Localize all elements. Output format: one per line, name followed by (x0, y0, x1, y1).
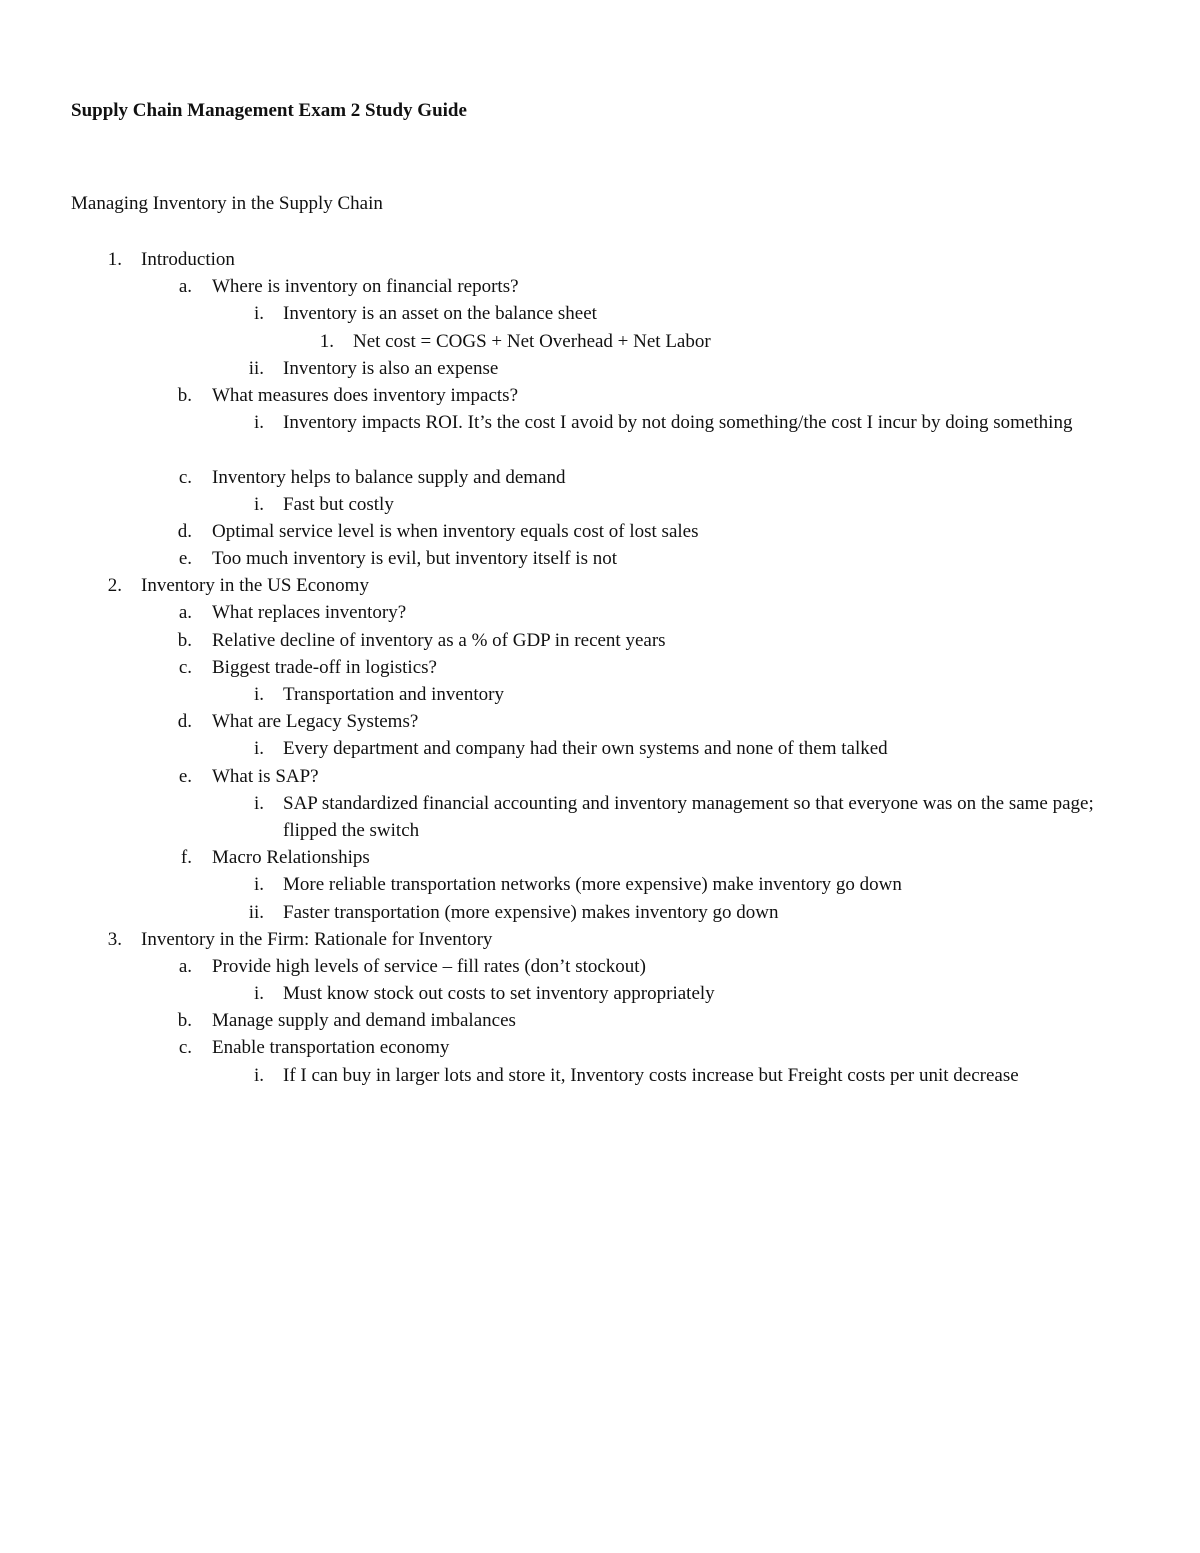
outline-item (0, 409, 1200, 463)
outline-item-marker: 2. (107, 575, 122, 597)
outline-item (0, 681, 1200, 708)
outline-item-marker: e. (178, 765, 192, 787)
outline-item-marker: i. (253, 493, 264, 515)
outline-item (0, 627, 1200, 654)
outline-item (0, 382, 1200, 409)
outline-item-marker: c. (178, 1037, 192, 1059)
outline-item-text: Inventory in the US Economy (141, 575, 369, 597)
outline-item-marker: a. (178, 602, 192, 624)
outline-item-marker: i. (253, 684, 264, 706)
outline-item-text: What measures does inventory impacts? (212, 384, 519, 406)
outline-item (0, 980, 1200, 1007)
outline-item (0, 599, 1200, 626)
outline-item-text: Introduction (141, 249, 235, 270)
outline-item-marker: ii. (248, 901, 264, 923)
outline-item (0, 572, 1200, 599)
outline-item-marker: ii. (248, 357, 264, 379)
outline-item (0, 763, 1200, 790)
outline-item-text: Every department and company had their own systems and none of them talked (283, 738, 888, 760)
outline-item-text: Optimal service level is when inventory equals cost of lost sales (212, 520, 699, 542)
outline-item-text: Inventory helps to balance supply and demand (212, 466, 566, 488)
outline-item-text: Inventory impacts ROI. It’s the cost I avoid by not doing something/the cost I incur by doing something (283, 412, 1073, 434)
outline-item (0, 1007, 1200, 1034)
outline-item-marker: i. (253, 983, 264, 1005)
outline-item-marker: b. (177, 1010, 192, 1032)
outline-item-text: Where is inventory on financial reports? (212, 276, 519, 298)
outline-item (0, 273, 1200, 300)
outline-item-marker: i. (253, 792, 264, 814)
outline-item (0, 518, 1200, 545)
outline-item-marker: i. (253, 412, 264, 434)
outline-item-marker: 3. (107, 928, 122, 950)
outline-item-marker: b. (177, 629, 192, 651)
outline-item-text: If I can buy in larger lots and store it, Inventory costs increase but Freight costs per unit decrease (283, 1064, 1019, 1086)
outline-item-text: Manage supply and demand imbalances (212, 1010, 516, 1032)
outline-item-text: Biggest trade-off in logistics? (212, 656, 437, 678)
outline-item (0, 790, 1200, 844)
outline-item-text: Net cost = COGS + Net Overhead + Net Labor (353, 330, 711, 352)
study-guide-outline (0, 246, 1200, 1116)
outline-item (0, 735, 1200, 762)
outline-item-text: What is SAP? (212, 765, 319, 787)
outline-item-marker: c. (178, 656, 192, 678)
outline-item-marker: a. (178, 955, 192, 977)
section-heading: Managing Inventory in the Supply Chain (71, 193, 383, 214)
outline-item-text: Must know stock out costs to set inventory appropriately (283, 983, 715, 1005)
outline-item-marker: 1. (107, 249, 122, 270)
outline-item-marker: i. (253, 874, 264, 896)
outline-item (0, 355, 1200, 382)
outline-item-text: Relative decline of inventory as a % of GDP in recent years (212, 629, 666, 651)
document-title: Supply Chain Management Exam 2 Study Guide (71, 100, 467, 121)
outline-item-marker: i. (253, 1064, 264, 1086)
outline-item (0, 871, 1200, 898)
outline-item-text: Inventory in the Firm: Rationale for Inventory (141, 928, 493, 950)
outline-item (0, 246, 1200, 273)
outline-item (0, 545, 1200, 572)
outline-item-text: More reliable transportation networks (more expensive) make inventory go down (283, 874, 902, 896)
outline-item-marker: f. (180, 847, 192, 869)
outline-item (0, 300, 1200, 327)
outline-item-marker: a. (178, 276, 192, 298)
outline-item-text: Enable transportation economy (212, 1037, 450, 1059)
outline-item-text: Macro Relationships (212, 847, 370, 869)
outline-item-marker: e. (178, 548, 192, 570)
outline-item (0, 926, 1200, 953)
outline-item-text: What replaces inventory? (212, 602, 407, 624)
outline-item-marker: b. (177, 384, 192, 406)
outline-item-text: Fast but costly (283, 493, 394, 515)
outline-item (0, 953, 1200, 980)
outline-item-marker: d. (177, 711, 192, 733)
outline-item (0, 899, 1200, 926)
outline-item (0, 491, 1200, 518)
outline-item-text: Faster transportation (more expensive) makes inventory go down (283, 901, 779, 923)
outline-item (0, 708, 1200, 735)
outline-item-text: What are Legacy Systems? (212, 711, 419, 733)
outline-item-marker: i. (253, 303, 264, 325)
outline-item-text: Inventory is an asset on the balance sheet (283, 303, 597, 325)
outline-item-text: Inventory is also an expense (283, 357, 499, 379)
outline-item-marker: 1. (319, 330, 334, 352)
outline-item-marker: i. (253, 738, 264, 760)
outline-item-marker: d. (177, 520, 192, 542)
outline-item-text: Transportation and inventory (283, 684, 504, 706)
outline-item-marker: c. (178, 466, 192, 488)
outline-item (0, 654, 1200, 681)
outline-item (0, 464, 1200, 491)
outline-item (0, 1034, 1200, 1061)
outline-item-text: SAP standardized financial accounting and inventory management so that everyone was on the same page; flipped the switch (283, 792, 1094, 841)
outline-item-text: Too much inventory is evil, but inventory itself is not (212, 548, 618, 570)
outline-item (0, 844, 1200, 871)
outline-item-text: Provide high levels of service – fill rates (don’t stockout) (212, 955, 646, 977)
outline-item (0, 328, 1200, 355)
outline-item (0, 1062, 1200, 1116)
